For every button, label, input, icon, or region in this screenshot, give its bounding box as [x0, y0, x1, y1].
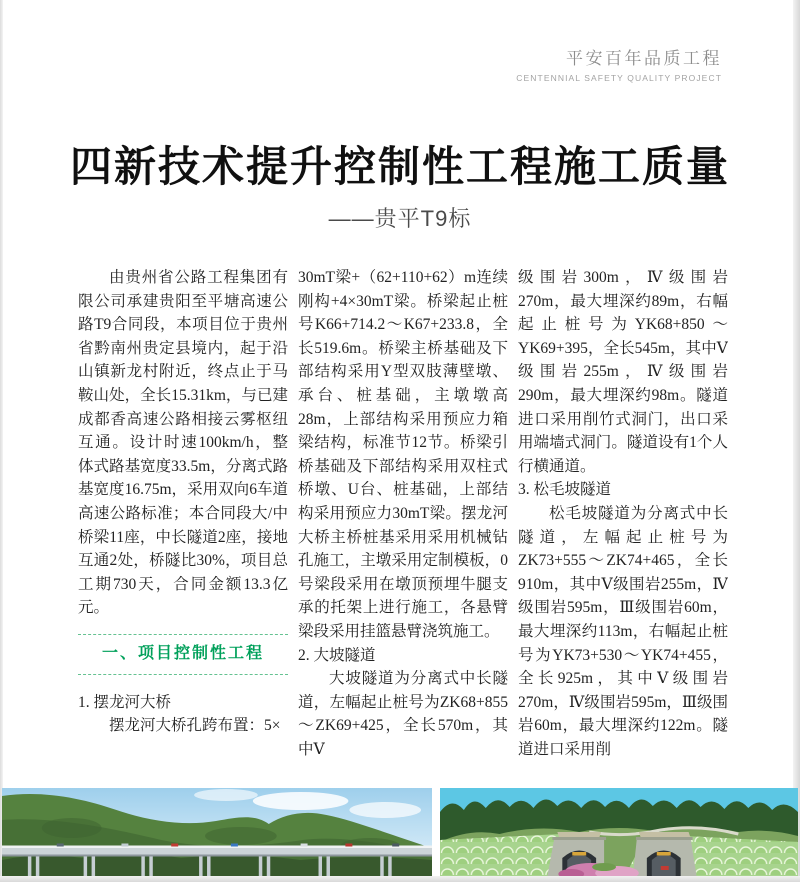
- page-edge-bottom: [0, 876, 800, 882]
- masthead-en-text: CENTENNIAL SAFETY QUALITY PROJECT: [516, 73, 722, 83]
- page-title: 四新技术提升控制性工程施工质量: [69, 145, 730, 191]
- figure-row: [2, 788, 798, 876]
- text-column-2: [298, 266, 508, 766]
- page-subtitle: ——贵平T9标: [328, 206, 472, 231]
- item-1-paragraph-continued: 30mT梁+（62+110+62）m连续刚构+4×30mT梁。桥梁起止桩号K66+714.2～K67+233.8，全长519.6m。桥梁主桥基础及下部结构采用Y型双肢薄壁墩、承台、桩基础，主墩墩高28m，上部结构采用预应力箱梁结构，标准节12节。桥梁引桥基础及下部结构采用双柱式桥墩、U台、桩基础，上部结构采用预应力30mT梁。摆龙河大桥主桥桩基采用采用机械钻孔施工，主墩采用定制模板，0号梁段采用在墩顶预埋牛腿支承的托架上进行施工，各悬臂梁段采用挂篮悬臂浇筑施工。: [298, 269, 508, 640]
- page-edge-left: [0, 0, 3, 882]
- masthead-cn-text: 平安百年品质工程: [566, 49, 722, 68]
- item-2-paragraph-continued: 级围岩300m，Ⅳ级围岩270m，最大埋深约89m，右幅起止桩号为YK68+850～YK69+395，全长545m，其中Ⅴ级围岩255m，Ⅳ级围岩290m，最大埋深约98m。隧道进口采用削竹式洞门，出口采用端墙式洞门。隧道设有1个人行横通道。: [518, 269, 728, 475]
- article-body: [78, 266, 728, 766]
- viaduct-bridge-rendering: [2, 788, 432, 876]
- item-1-title: 1. 摆龙河大桥: [78, 693, 172, 711]
- twin-tunnel-portals-rendering: [440, 788, 798, 876]
- item-2-title: 2. 大坡隧道: [298, 646, 376, 664]
- item-1-paragraph-start: 摆龙河大桥孔跨布置：5×: [109, 717, 281, 735]
- section-heading: 一、项目控制性工程: [101, 644, 264, 662]
- item-3-title: 3. 松毛坡隧道: [518, 481, 612, 499]
- item-3-paragraph-start: 松毛坡隧道为分离式中长隧道，左幅起止桩号为ZK73+555～ZK74+465，全长910m，其中Ⅴ级围岩255m，Ⅳ级围岩595m，Ⅲ级围岩60m，最大埋深约113m，右幅起止桩号为YK73+530～YK74+455，全长925m，其中Ⅴ级围岩270m，Ⅳ级围岩595m，Ⅲ级围岩60m，最大埋深约122m。隧道进口采用削: [518, 504, 728, 758]
- intro-paragraph: 由贵州省公路工程集团有限公司承建贵阳至平塘高速公路T9合同段，本项目位于贵州省黔南州贵定县境内，起于沿山镇新龙村附近，终点止于马鞍山处，全长15.31km，与已建成都香高速公路相接云雾枢纽互通。设计时速100km/h，整体式路基宽度33.5m，分离式路基宽度16.75m，采用双向6车道高速公路标准；本合同段大/中桥梁11座，中长隧道2座，接地互通2处，桥隧比30%，项目总工期730天，合同金额13.3亿元。: [78, 269, 288, 617]
- text-column-1: [78, 266, 288, 766]
- masthead: [516, 44, 722, 83]
- page-edge-right: [793, 0, 800, 882]
- text-column-3: [518, 266, 728, 766]
- item-2-paragraph-start: 大坡隧道为分离式中长隧道，左幅起止桩号为ZK68+855～ZK69+425，全长570m，其中Ⅴ: [298, 670, 508, 758]
- section-heading-box: [78, 634, 288, 675]
